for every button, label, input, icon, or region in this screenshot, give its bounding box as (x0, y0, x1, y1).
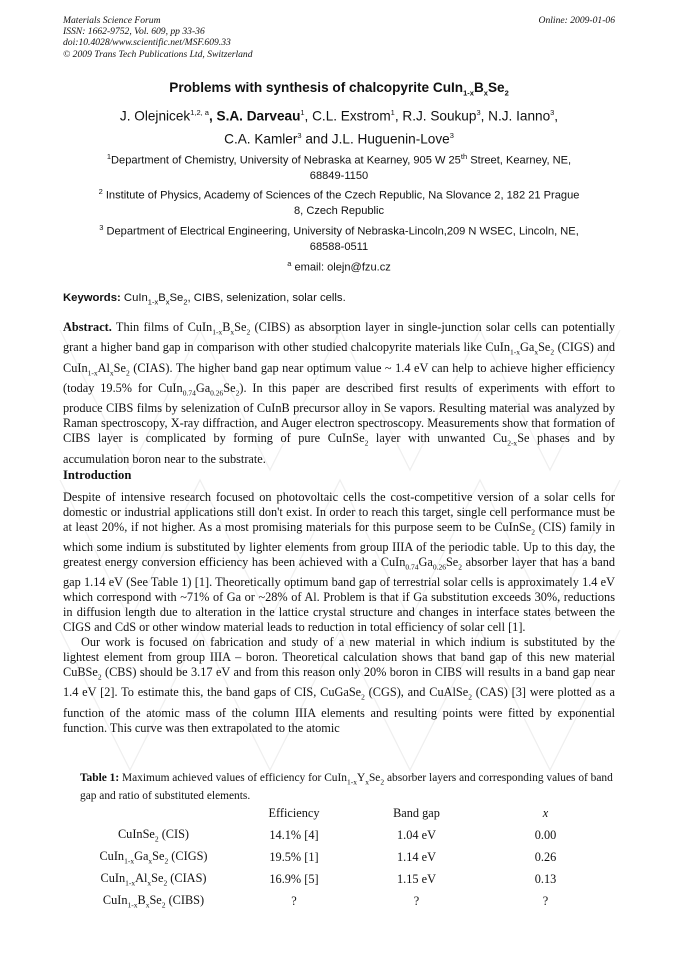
intro-paragraph-1: Despite of intensive research focused on photovoltaic cells the cost-competitive version of a solar cells for domestic or industrial applications still don't exist. In order to reach this target, single cell performance must be at least 20%, if not higher. As a most promising materials for this purpose seem to be CuInSe$_2$ (CIS) family in which some indium is substituted by lighter elements from group IIIA of the periodic table. Up to this day, the greatest energy conversion efficiency has been achieved with a $CuIn_{0.74}Ga_{0.26}Se_2$ absorber layer that has a band gap 1.14 eV (See Table 1) [1]. Theoretically optimum band gap of terrestrial solar cells is approximately 1.4 eV which correspond with ~71% of Ga or ~28% of Al. Problem is that if Ga substitution exceeds 30%, reductions in diffusion length due to alteration in the lattice crystal structure and changes in interface states between the CIGS and CdS or other window material leads to reduction in total efficiency of solar cell [1]. (63, 490, 616, 635)
affiliation-3: $^3$ Department of Electrical Engineering, University of Nebraska-Lincoln,209 N WSEC, Lincoln, NE, 68588-0511 (99, 223, 579, 254)
author-list: J. Olejnicek$^{1,2, a}$, S.A. Darveau$^1$, C.L. Exstrom$^1$, R.J. Soukup$^3$, N.J. Ianno$^3$, C.A. Kamler$^3$ and J.L. Huguenin-Love$^3$ (119, 108, 559, 147)
introduction-text (63, 490, 615, 735)
column-header-efficiency: Efficiency (268, 806, 320, 820)
journal-name: Materials Science Forum (63, 15, 161, 26)
results-table (73, 803, 612, 912)
doi: doi:10.4028/www.scientific.net/MSF.609.33 (63, 37, 231, 49)
intro-paragraph-2: Our work is focused on fabrication and study of a new material in which indium is substituted by the lightest element from group IIIA – boron. Theoretical calculation shows that band gap of this new material CuBSe$_2$ (CBS) should be 3.17 eV and from this reason only 20% boron in CIBS will results in a band gap near 1.4 eV [2]. To estimate this, the band gaps of CIS, CuGaSe$_2$ (CGS), and CuAlSe$_2$ (CAS) [3] were plotted as a function of the atomic mass of the column IIIA elements and resulting points were fitted by exponential function. This curve was then extrapolated to the atomic (63, 635, 616, 735)
column-header-band-gap: Band gap (393, 806, 440, 820)
copyright: © 2009 Trans Tech Publications Ltd, Switzerland (63, 48, 253, 60)
keywords: Keywords: $CuIn_{1-x}B_xSe_2$, CIBS, selenization, solar cells. (63, 292, 346, 307)
table-row: $CuIn_{1-x}B_xSe_2$ (CIBS) ? ? ? (102, 892, 549, 910)
affiliation-1: $^1$Department of Chemistry, University of Nebraska at Kearney, 905 W 25th Street, Kearney, NE, 68849-1150 (106, 152, 572, 183)
author-email: $^a$ email: olejn@fzu.cz (287, 259, 391, 274)
abstract: Abstract. Thin films of $CuIn_{1-x}B_xSe_2$ (CIBS) as absorption layer in single-junction solar cells can potentially grant a higher band gap in comparison with other studied chalcopyrite materials like $CuIn_{1-x}Ga_xSe_2$ (CIGS) and $CuIn_{1-x}Al_xSe_2$ (CIAS). The higher band gap near optimum value ~ 1.4 eV can help to achieve higher efficiency (today 19.5% for $CuIn_{0.74}Ga_{0.26}Se_2$). In this paper are described first results of experiments with effort to produce CIBS films by selenization of CuInB precursor alloy in Se vapors. Resulting material was analyzed by Raman spectroscopy, X-ray diffraction, and Auger electron spectroscopy. Measurements show that formation of CIBS layer is complicated by forming of pure CuInSe$_2$ layer with unwanted $Cu_{2-x}Se$ phases and by accumulation boron near to the substrate. (63, 320, 615, 466)
table-header-row (73, 803, 612, 824)
table-row: $CuIn_{1-x}Ga_xSe_2$ (CIGS) 19.5% [1] 1.14 eV 0.26 (99, 848, 557, 866)
table-caption: Table 1: Maximum achieved values of efficiency for $CuIn_{1-x}Y_xSe_2$ absorber layers and corresponding values of band gap and ratio of substituted elements. (80, 772, 613, 803)
section-heading-introduction: Introduction (63, 468, 132, 482)
journal-header (63, 15, 253, 60)
affiliation-2: $^2$ Institute of Physics, Academy of Sciences of the Czech Republic, Na Slovance 2, 182 21 Prague 8, Czech Republic (98, 187, 580, 218)
issn: ISSN: 1662-9752, Vol. 609, pp 33-36 (63, 26, 205, 38)
online-date: Online: 2009-01-06 (538, 15, 615, 26)
paper-title: Problems with synthesis of chalcopyrite $CuIn_{1-x}B_xSe_2$ (169, 80, 509, 98)
table-row: $CuIn_{1-x}Al_xSe_2$ (CIAS) 16.9% [5] 1.15 eV 0.13 (100, 870, 557, 888)
column-header-x: x (542, 806, 549, 820)
table-row: CuInSe$_2$ (CIS) 14.1% [4] 1.04 eV 0.00 (117, 826, 557, 844)
